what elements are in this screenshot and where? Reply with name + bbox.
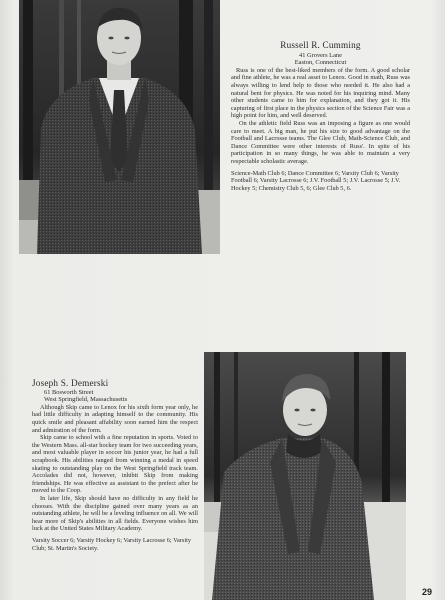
student-activities: Varsity Soccer 6; Varsity Hockey 6; Varsity Lacrosse 6; Varsity Club; St. Martin's Society. [32,536,191,552]
student-name: Joseph S. Demerski [32,378,109,388]
bio-paragraph: On the athletic field Russ was an imposing a figure as one would care to meet. A big man, he put his size to good advantage on the Football and Lacrosse teams. The Glee Club, Math-Science Club, and Dance Committee were other interests of Russ'. In spite of his participation in so many things, he was able to maintain a very respectable scholastic average. [231,119,410,165]
student-photo-demerski [204,352,406,600]
student-bio-cumming [231,40,410,192]
student-activities: Science-Math Club 6; Dance Committee 6; Varsity Club 6; Varsity Football 6; Varsity Lacrosse 6; J.V. Football 5; J.V. Lacrosse 5; J.V. Hockey 5; Chemistry Club 5, 6; Glee Club 5, 6. [231,169,401,192]
bio-paragraph: Skip came to school with a fine reputation in sports. Voted to the Western Mass. all-star hockey team for two succeeding years, and most valuable player in soccer his junior year, he had a full scrapbook. His abilities ranged from winning a medal in speed skating to outstanding play on the West Springfield track team. Accolades did not, however, inhibit Skip from making friendships. He was effective as assistant to the prefect after he moved to the Coop. [32,434,198,495]
student-name: Russell R. Cumming [280,40,361,50]
student-photo-cumming [19,0,220,254]
student-bio-demerski [32,378,198,552]
student-address-street: 41 Grovers Lane [299,52,342,59]
bio-paragraph: Russ is one of the best-liked members of the form. A good scholar and fine athlete, he was a real asset to Lenox. Good in math, Russ was always willing to lend help to those who needed it. He also had a natural bent for physics. He was noted for his inquiring mind. Many other students came to him for explanation, and they got it. His capturing of first place in the physics section of the Science Fair was a high point for him, and well deserved. [231,66,410,120]
bio-paragraph: Although Skip came to Lenox for his sixth form year only, he had little difficulty in adapting himself to the community. His quick smile and pleasant affability soon earned him the respect and admiration of the form. [32,403,198,434]
student-address-city: West Springfield, Massachusetts [44,396,128,404]
page-number: 29 [421,587,432,597]
student-address-street: 61 Bosworth Street [44,389,94,396]
bio-paragraph: In later life, Skip should have no difficulty in any field he chooses. With the discipline gained over many years as an outstanding athlete, he will be a leveling influence on all. We will hear more of Skip's abilities in all fields. Everyone wishes him luck at the United States Military Academy. [32,494,198,533]
student-address-city: Easton, Connecticut [294,59,347,67]
